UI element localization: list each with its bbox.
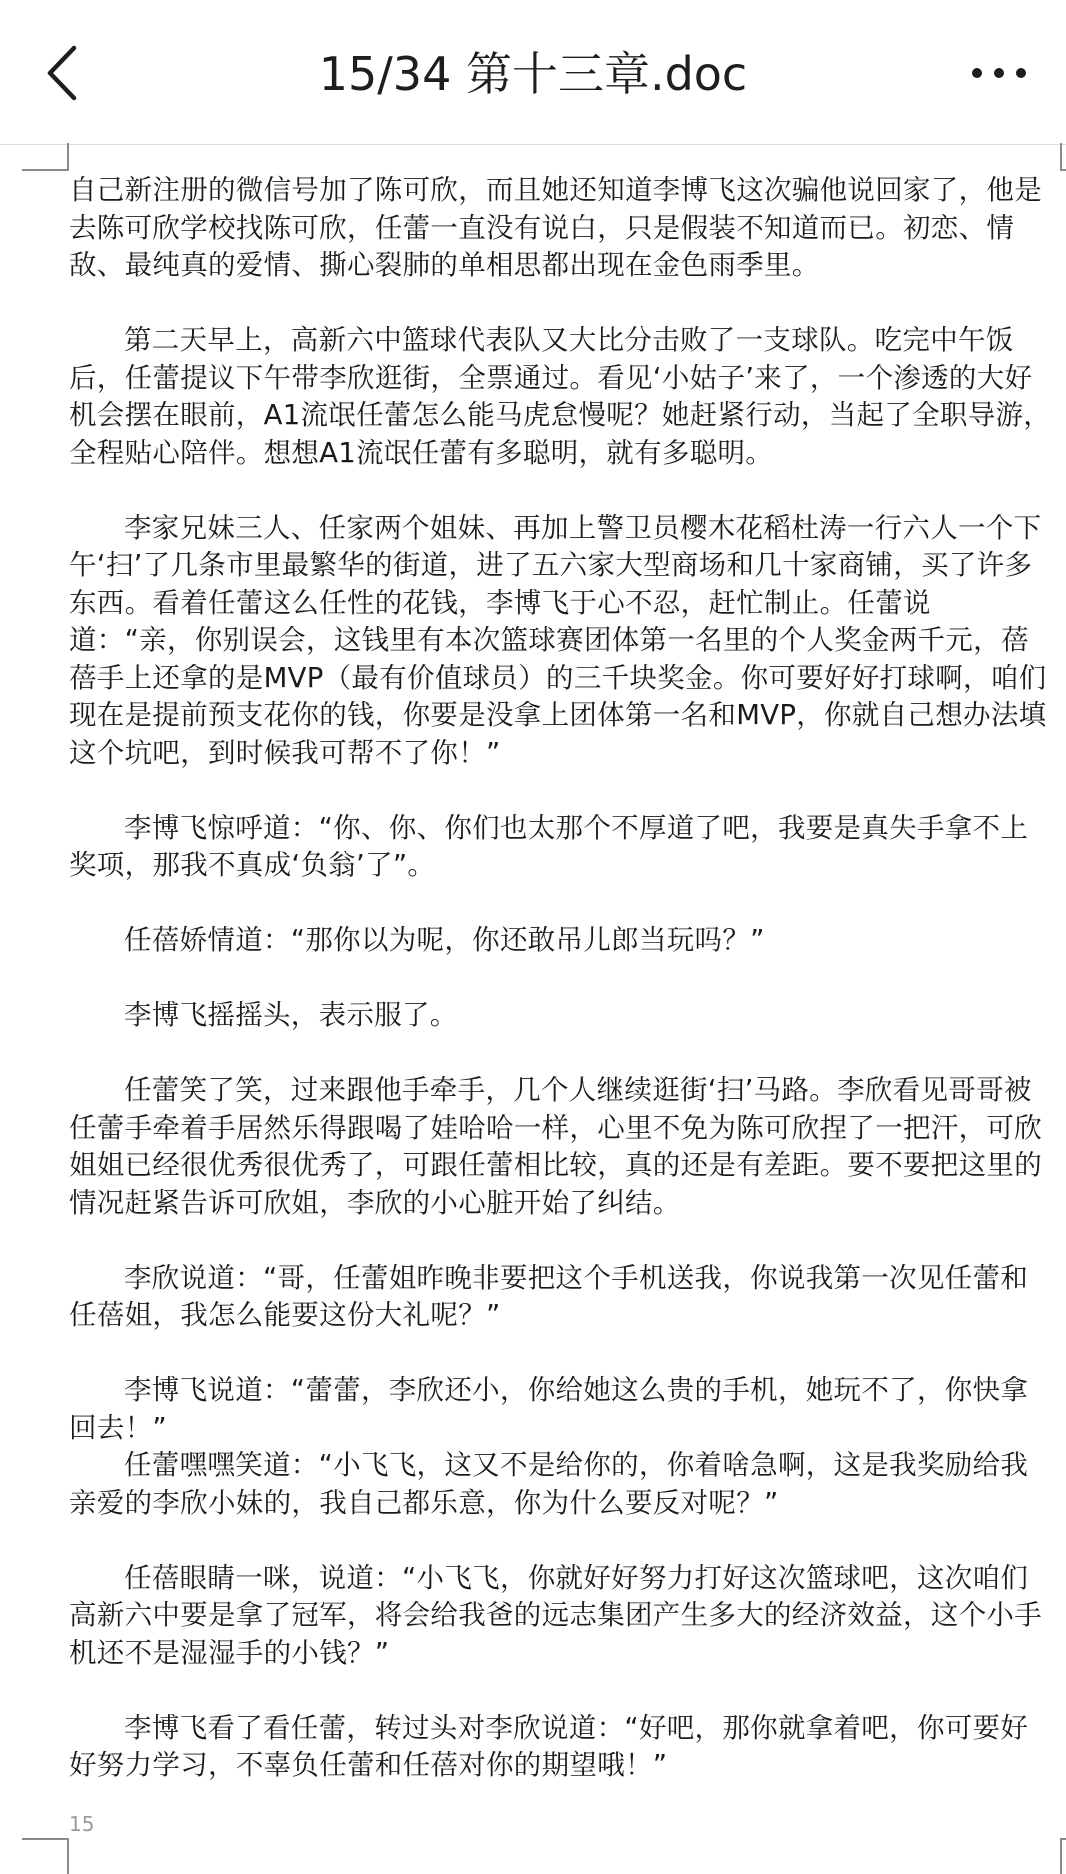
chevron-left-icon bbox=[40, 40, 100, 106]
paragraph: 自己新注册的微信号加了陈可欣，而且她还知道李博飞这次骗他说回家了，他是去陈可欣学校找陈可欣，任蕾一直没有说白，只是假装不知道而已。初恋、情敌、最纯真的爱情、撕心裂肺的单相思都出现在金色雨季里。 bbox=[69, 174, 1042, 281]
paragraph: 第二天早上，高新六中篮球代表队又大比分击败了一支球队。吃完中午饭后，任蕾提议下午带李欣逛街，全票通过。看见‘小姑子’来了，一个渗透的大好机会摆在眼前，A1流氓任蕾怎么能马虎怠慢呢？她赶紧行动，当起了全职导游，全程贴心陪伴。想想A1流氓任蕾有多聪明，就有多聪明。 bbox=[69, 324, 1052, 469]
paragraph: 李博飞看了看任蕾，转过头对李欣说道：“好吧，那你就拿着吧，你可要好好努力学习，不辜负任蕾和任蓓对你的期望哦！” bbox=[69, 1711, 1029, 1781]
paragraph: 李家兄妹三人、任家两个姐妹、再加上警卫员樱木花稻杜涛一行六人一个下午‘扫’了几条市里最繁华的街道，进了五六家大型商场和几十家商铺，买了许多东西。看着任蕾这么任性的花钱，李博飞于心不忍，赶忙制止。任蕾说道：“亲，你别误会，这钱里有本次篮球赛团体第一名里的个人奖金两千元，蓓蓓手上还拿的是MVP（最有价值球员）的三千块奖金。你可要好好打球啊，咱们现在是提前预支花你的钱，你要是没拿上团体第一名和MVP，你就自己想办法填这个坑吧，到时候我可帮不了你！” bbox=[69, 511, 1047, 769]
page-corner-marker bbox=[1060, 143, 1066, 171]
top-bar bbox=[0, 0, 1066, 145]
paragraph: 李博飞惊呼道：“你、你、你们也太那个不厚道了吧，我要是真失手拿不上奖项，那我不真成‘负翁’了”。 bbox=[69, 811, 1029, 881]
more-options-button[interactable] bbox=[954, 52, 1044, 94]
more-horizontal-icon bbox=[1016, 68, 1026, 78]
paragraph: 任蓓眼睛一咪，说道：“小飞飞，你就好好努力打好这次篮球吧，这次咱们高新六中要是拿了冠军，将会给我爸的远志集团产生多大的经济效益，这个小手机还不是湿湿手的小钱？” bbox=[69, 1561, 1042, 1669]
document-title: 15/34 第十三章.doc bbox=[318, 47, 748, 101]
back-button[interactable] bbox=[40, 40, 100, 106]
document-body bbox=[69, 172, 1054, 1822]
page-corner-marker bbox=[22, 143, 69, 171]
page-number: 15 bbox=[69, 1812, 95, 1836]
paragraph: 任蕾嘿嘿笑道：“小飞飞，这又不是给你的，你着啥急啊，这是我奖励给我亲爱的李欣小妹的，我自己都乐意，你为什么要反对呢？” bbox=[69, 1449, 1029, 1519]
paragraph: 李博飞说道：“蕾蕾，李欣还小，你给她这么贵的手机，她玩不了，你快拿回去！” bbox=[69, 1374, 1029, 1444]
more-horizontal-icon bbox=[972, 68, 982, 78]
more-horizontal-icon bbox=[994, 68, 1004, 78]
page-corner-marker bbox=[22, 1838, 69, 1874]
paragraph: 任蕾笑了笑，过来跟他手牵手，几个人继续逛街‘扫’马路。李欣看见哥哥被任蕾手牵着手居然乐得跟喝了娃哈哈一样，心里不免为陈可欣捏了一把汗，可欣姐姐已经很优秀很优秀了，可跟任蕾相比较，真的还是有差距。要不要把这里的情况赶紧告诉可欣姐，李欣的小心脏开始了纠结。 bbox=[69, 1074, 1042, 1219]
paragraph: 任蓓娇情道：“那你以为呢，你还敢吊儿郎当玩吗？” bbox=[124, 924, 765, 956]
page-corner-marker bbox=[1060, 1838, 1066, 1874]
paragraph: 李欣说道：“哥，任蕾姐昨晚非要把这个手机送我，你说我第一次见任蕾和任蓓姐，我怎么能要这份大礼呢？” bbox=[69, 1261, 1029, 1331]
paragraph: 李博飞摇摇头，表示服了。 bbox=[124, 999, 458, 1031]
